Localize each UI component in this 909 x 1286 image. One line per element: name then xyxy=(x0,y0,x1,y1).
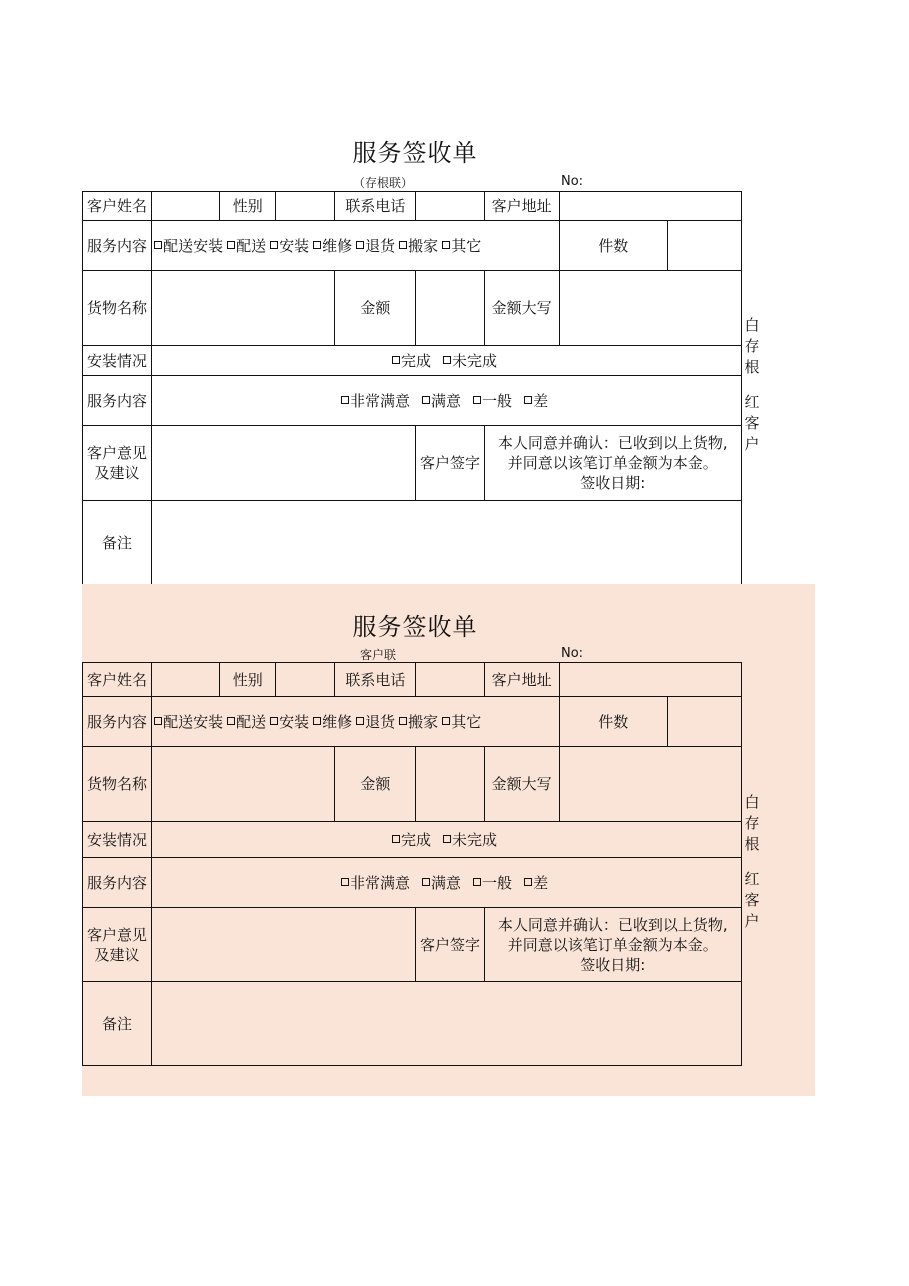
satisfaction-option[interactable]: 一般 xyxy=(473,874,512,892)
number-label: No: xyxy=(561,646,584,661)
satisfaction-option[interactable]: 差 xyxy=(524,874,548,892)
customer-info-row xyxy=(83,192,742,221)
checkbox-icon[interactable] xyxy=(442,717,450,725)
install-row xyxy=(83,346,742,376)
checkbox-icon[interactable] xyxy=(524,878,532,886)
service-option[interactable]: 安装 xyxy=(270,237,309,255)
service-option[interactable]: 搬家 xyxy=(399,713,438,731)
install-option[interactable]: 完成 xyxy=(392,831,431,849)
amount-label: 金额 xyxy=(335,747,416,822)
gender-value[interactable] xyxy=(276,192,335,221)
phone-value[interactable] xyxy=(416,663,484,697)
gender-value[interactable] xyxy=(276,663,335,697)
satisfaction-option[interactable]: 一般 xyxy=(473,392,512,410)
address-value[interactable] xyxy=(559,192,741,221)
phone-label: 联系电话 xyxy=(335,192,416,221)
goods-name-value[interactable] xyxy=(152,747,335,822)
phone-label: 联系电话 xyxy=(335,663,416,697)
address-value[interactable] xyxy=(559,663,741,697)
satisfaction-option[interactable]: 差 xyxy=(524,392,548,410)
remarks-value[interactable] xyxy=(152,982,742,1066)
checkbox-icon[interactable] xyxy=(399,241,407,249)
checkbox-icon[interactable] xyxy=(341,878,349,886)
customer-name-label: 客户姓名 xyxy=(83,663,152,697)
remarks-label: 备注 xyxy=(83,982,152,1066)
install-label: 安装情况 xyxy=(83,346,152,376)
checkbox-icon[interactable] xyxy=(313,241,321,249)
remarks-row xyxy=(83,501,742,585)
side-copy-note: 白 存 根 红 客 户 xyxy=(744,316,760,453)
number-label: No: xyxy=(561,174,584,189)
service-row xyxy=(83,221,742,271)
phone-value[interactable] xyxy=(416,192,484,221)
opinion-value[interactable] xyxy=(152,426,416,501)
install-label: 安装情况 xyxy=(83,822,152,858)
service-options xyxy=(152,221,560,271)
service-label: 服务内容 xyxy=(83,221,152,271)
service-options xyxy=(152,697,560,747)
install-option[interactable]: 未完成 xyxy=(443,352,497,370)
signature-label: 客户签字 xyxy=(416,908,484,982)
signature-label: 客户签字 xyxy=(416,426,484,501)
service-option[interactable]: 其它 xyxy=(442,713,481,731)
remarks-label: 备注 xyxy=(83,501,152,585)
amount-upper-value[interactable] xyxy=(559,747,741,822)
install-option[interactable]: 完成 xyxy=(392,352,431,370)
sign-date-label: 签收日期: xyxy=(580,955,646,974)
service-row xyxy=(83,697,742,747)
amount-upper-label: 金额大写 xyxy=(484,747,559,822)
service-option[interactable]: 维修 xyxy=(313,237,352,255)
goods-name-label: 货物名称 xyxy=(83,747,152,822)
checkbox-icon[interactable] xyxy=(313,717,321,725)
checkbox-icon[interactable] xyxy=(270,717,278,725)
service-option[interactable]: 维修 xyxy=(313,713,352,731)
form-subtitle: （存根联） xyxy=(353,176,414,190)
customer-name-value[interactable] xyxy=(152,663,220,697)
opinion-value[interactable] xyxy=(152,908,416,982)
quantity-label: 件数 xyxy=(559,221,667,271)
opinion-label: 客户意见 及建议 xyxy=(83,908,152,982)
checkbox-icon[interactable] xyxy=(154,241,162,249)
service-label: 服务内容 xyxy=(83,697,152,747)
satisfaction-options xyxy=(152,376,742,426)
checkbox-icon[interactable] xyxy=(399,717,407,725)
checkbox-icon[interactable] xyxy=(443,835,451,843)
checkbox-icon[interactable] xyxy=(422,878,430,886)
service-option[interactable]: 配送安装 xyxy=(154,713,223,731)
checkbox-icon[interactable] xyxy=(270,241,278,249)
confirmation-text: 本人同意并确认：已收到以上货物, 并同意以该笔订单金额为本金。 签收日期: xyxy=(484,426,741,501)
quantity-value[interactable] xyxy=(667,697,741,747)
checkbox-icon[interactable] xyxy=(524,396,532,404)
service-option[interactable]: 配送 xyxy=(227,237,266,255)
remarks-value[interactable] xyxy=(152,501,742,585)
checkbox-icon[interactable] xyxy=(341,396,349,404)
checkbox-icon[interactable] xyxy=(356,241,364,249)
sign-date-label: 签收日期: xyxy=(580,474,646,492)
form-title: 服务签收单 xyxy=(352,139,478,167)
satisfaction-row xyxy=(83,376,742,426)
goods-name-label: 货物名称 xyxy=(83,271,152,346)
satisfaction-option[interactable]: 满意 xyxy=(422,392,461,410)
address-label: 客户地址 xyxy=(484,663,559,697)
goods-row xyxy=(83,747,742,822)
opinion-row xyxy=(83,426,742,501)
satisfaction-option[interactable]: 满意 xyxy=(422,874,461,892)
install-options xyxy=(152,822,742,858)
amount-value[interactable] xyxy=(416,747,484,822)
service-option[interactable]: 其它 xyxy=(442,237,481,255)
service-option[interactable]: 安装 xyxy=(270,713,309,731)
satisfaction-label: 服务内容 xyxy=(83,858,152,908)
confirmation-text: 本人同意并确认：已收到以上货物, 并同意以该笔订单金额为本金。 签收日期: xyxy=(484,908,741,982)
amount-value[interactable] xyxy=(416,271,484,346)
satisfaction-option[interactable]: 非常满意 xyxy=(341,392,410,410)
satisfaction-label: 服务内容 xyxy=(83,376,152,426)
checkbox-icon[interactable] xyxy=(473,878,481,886)
customer-name-value[interactable] xyxy=(152,192,220,221)
checkbox-icon[interactable] xyxy=(154,717,162,725)
goods-row xyxy=(83,271,742,346)
gender-label: 性别 xyxy=(220,192,276,221)
customer-info-row xyxy=(83,663,742,697)
service-option[interactable]: 搬家 xyxy=(399,237,438,255)
goods-name-value[interactable] xyxy=(152,271,335,346)
satisfaction-option[interactable]: 非常满意 xyxy=(341,874,410,892)
checkbox-icon[interactable] xyxy=(392,835,400,843)
quantity-value[interactable] xyxy=(667,221,741,271)
opinion-row xyxy=(83,908,742,982)
form-subtitle: 客户联 xyxy=(360,648,397,662)
remarks-row xyxy=(83,982,742,1066)
checkbox-icon[interactable] xyxy=(422,396,430,404)
satisfaction-row xyxy=(83,858,742,908)
checkbox-icon[interactable] xyxy=(473,396,481,404)
form-table xyxy=(82,191,742,585)
service-option[interactable]: 配送安装 xyxy=(154,237,223,255)
service-option[interactable]: 退货 xyxy=(356,713,395,731)
checkbox-icon[interactable] xyxy=(356,717,364,725)
checkbox-icon[interactable] xyxy=(227,717,235,725)
install-row xyxy=(83,822,742,858)
satisfaction-options xyxy=(152,858,742,908)
checkbox-icon[interactable] xyxy=(392,356,400,364)
checkbox-icon[interactable] xyxy=(443,356,451,364)
install-option[interactable]: 未完成 xyxy=(443,831,497,849)
form-title: 服务签收单 xyxy=(352,613,478,641)
address-label: 客户地址 xyxy=(484,192,559,221)
customer-name-label: 客户姓名 xyxy=(83,192,152,221)
amount-upper-label: 金额大写 xyxy=(484,271,559,346)
side-copy-note: 白 存 根 红 客 户 xyxy=(744,793,760,930)
opinion-label: 客户意见 及建议 xyxy=(83,426,152,501)
service-option[interactable]: 配送 xyxy=(227,713,266,731)
amount-upper-value[interactable] xyxy=(559,271,741,346)
gender-label: 性别 xyxy=(220,663,276,697)
install-options xyxy=(152,346,742,376)
quantity-label: 件数 xyxy=(559,697,667,747)
form-table xyxy=(82,662,742,1066)
service-option[interactable]: 退货 xyxy=(356,237,395,255)
checkbox-icon[interactable] xyxy=(442,241,450,249)
amount-label: 金额 xyxy=(335,271,416,346)
checkbox-icon[interactable] xyxy=(227,241,235,249)
